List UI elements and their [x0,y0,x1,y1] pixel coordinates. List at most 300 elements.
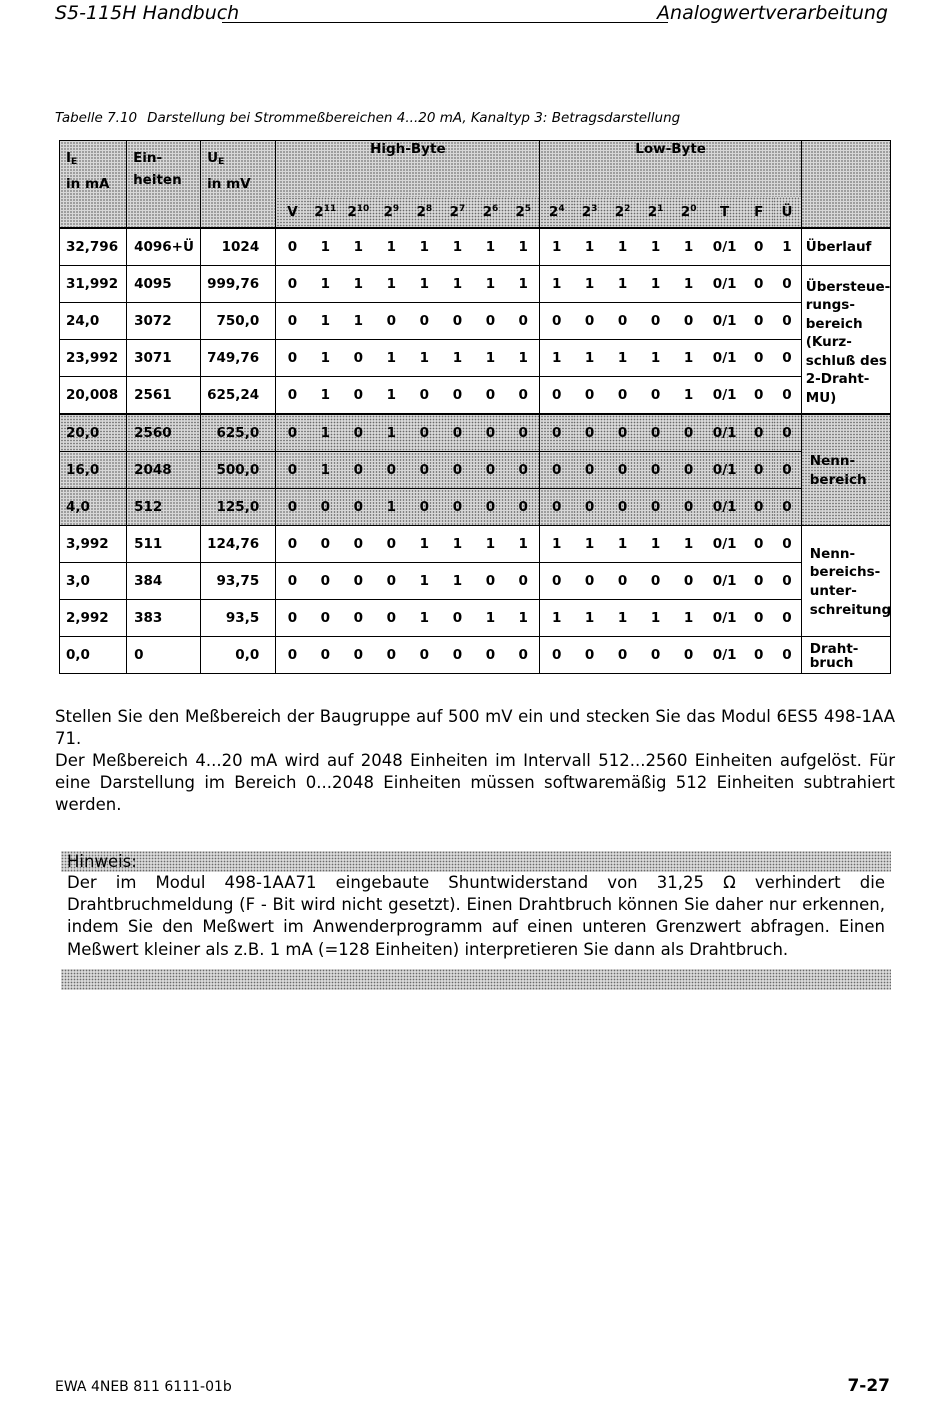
remark-line: Übersteue- [805,278,891,295]
cell-current: 0,0 [60,637,127,674]
table-row [60,303,891,340]
cell-bit: 1 [441,266,474,303]
cell-bit: 0 [744,452,773,489]
cell-bit: 1 [474,266,507,303]
cell-bit: 0 [309,600,342,637]
cell-bit: 1 [441,526,474,563]
table-row [60,600,891,637]
cell-voltage: 625,24 [201,377,276,415]
cell-units: 4096+Ü [127,228,201,266]
cell-bit: 1 [639,340,672,377]
cell-units: 3072 [127,303,201,340]
bit-header [639,197,672,228]
cell-bit: 0 [773,377,801,415]
table-row [60,563,891,600]
cell-bit: 0 [342,377,375,415]
remark-line: Draht- [809,641,859,657]
bit-header-base: F [754,204,764,220]
bit-header [705,197,744,228]
cell-bit: 0 [540,563,573,600]
cell-bit: 1 [507,228,540,266]
cell-bit: 1 [441,563,474,600]
bit-header [773,197,801,228]
note-text: Der im Modul 498-1AA71 eingebaute Shuntwiderstand von 31,25 Ω verhindert die Drahtbruchmeldung (F - Bit wird nicht gesetzt). Einen Drahtbruch können Sie daher nur erkennen, indem Sie den Meßwert im Anwenderprogramm auf einen unteren Grenzwert abfragen. Einen Meßwert kleiner als z.B. 1 mA (=128 Einheiten) interpretieren Sie dann als Drahtbruch. [67,873,885,959]
cell-bit: 0 [375,563,408,600]
cell-bit: 1 [672,266,705,303]
cell-bit: 1 [540,340,573,377]
cell-bit: 0/1 [705,452,744,489]
cell-bit: 0 [342,526,375,563]
cell-bit: 1 [375,489,408,526]
cell-bit: 0 [672,414,705,452]
cell-bit: 0 [573,637,606,674]
running-header-section: Analogwertverarbeitung [657,2,888,24]
cell-bit: 1 [573,600,606,637]
cell-bit: 0 [639,637,672,674]
paragraph-measuring-range: Stellen Sie den Meßbereich der Baugruppe auf 500 mV ein und stecken Sie das Modul 6ES5 498-1AA 71. [55,707,895,748]
remark-wirebreak [801,637,890,674]
cell-current: 2,992 [60,600,127,637]
cell-bit: 0 [342,600,375,637]
cell-bit: 1 [573,340,606,377]
cell-bit: 1 [606,340,639,377]
cell-bit: 0 [276,600,309,637]
bit-header-base: 2 [383,204,393,220]
cell-bit: 0 [276,526,309,563]
cell-current: 20,0 [60,414,127,452]
cell-bit: 0 [606,414,639,452]
note-header-bar [61,851,891,872]
cell-bit: 0 [507,637,540,674]
cell-bit: 0 [773,637,801,674]
bit-header [408,197,441,228]
table-row [60,377,891,415]
cell-bit: 0/1 [705,637,744,674]
cell-bit: 1 [606,600,639,637]
remark-line: schreitung [809,601,892,618]
cell-bit: 0/1 [705,414,744,452]
cell-bit: 0 [672,489,705,526]
header-voltage-symbol: U [207,150,219,166]
bit-header [507,197,540,228]
cell-bit: 1 [672,340,705,377]
bit-header-base: 2 [548,204,559,220]
remark-line: schluß des [805,352,887,369]
cell-bit: 1 [672,228,705,266]
header-units-line2: heiten [133,172,182,188]
table-row [60,414,891,452]
cell-bit: 0 [744,377,773,415]
cell-bit: 0 [441,303,474,340]
remark-line: bereichs- [809,564,881,581]
cell-bit: 1 [573,228,606,266]
remark-line: 2-Draht- [805,371,870,388]
cell-bit: 0 [276,340,309,377]
note-footer-bar [61,969,891,990]
cell-voltage: 750,0 [201,303,276,340]
cell-bit: 0 [773,526,801,563]
cell-bit: 0 [573,303,606,340]
cell-units: 383 [127,600,201,637]
cell-bit: 0 [573,377,606,415]
table-caption-number: Tabelle 7.10 [55,110,138,126]
cell-units: 2560 [127,414,201,452]
cell-bit: 0 [672,563,705,600]
remark-line: (Kurz- [805,334,852,351]
bit-header-exponent: 5 [524,204,532,214]
bit-header-exponent: 11 [323,204,337,214]
cell-bit: 0 [606,377,639,415]
cell-current: 3,992 [60,526,127,563]
cell-units: 4095 [127,266,201,303]
cell-bit: 0 [276,228,309,266]
cell-bit: 1 [375,414,408,452]
cell-bit: 1 [375,228,408,266]
cell-bit: 0/1 [705,340,744,377]
cell-bit: 0 [408,489,441,526]
cell-bit: 0 [773,414,801,452]
running-header-title: S5-115H Handbuch [55,2,240,24]
cell-bit: 0 [573,452,606,489]
cell-bit: 1 [474,340,507,377]
cell-voltage: 625,0 [201,414,276,452]
cell-bit: 0 [276,266,309,303]
cell-bit: 1 [606,266,639,303]
cell-bit: 0 [276,377,309,415]
cell-bit: 0 [773,600,801,637]
bit-header [441,197,474,228]
cell-bit: 0 [540,377,573,415]
table-row [60,228,891,266]
cell-current: 24,0 [60,303,127,340]
cell-bit: 0 [672,452,705,489]
remark-line: MU) [805,389,837,406]
cell-current: 3,0 [60,563,127,600]
remark-line: bereich [805,315,863,332]
cell-bit: 1 [309,266,342,303]
cell-bit: 0 [474,303,507,340]
bit-header-exponent: 10 [356,204,370,214]
cell-bit: 0 [773,340,801,377]
cell-bit: 1 [507,340,540,377]
remark-overrange [801,266,890,415]
cell-voltage: 1024 [201,228,276,266]
cell-bit: 0 [474,637,507,674]
cell-bit: 1 [441,228,474,266]
cell-voltage: 93,75 [201,563,276,600]
cell-bit: 1 [540,228,573,266]
cell-units: 384 [127,563,201,600]
cell-bit: 0 [573,489,606,526]
cell-units: 0 [127,637,201,674]
header-current-unit: in mA [66,176,110,192]
cell-bit: 0 [375,637,408,674]
remark-nominal [801,414,890,526]
bit-header-base: 2 [449,204,459,220]
cell-bit: 1 [507,600,540,637]
cell-bit: 1 [672,600,705,637]
table-caption-text: Darstellung bei Strommeßbereichen 4...20 mA, Kanaltyp 3: Betragsdarstellung [147,110,681,126]
cell-bit: 0 [639,452,672,489]
header-current-subscript: E [71,157,78,167]
bit-header-exponent: 3 [591,204,598,214]
cell-bit: 0 [744,266,773,303]
remark-overflow: Überlauf [801,228,890,266]
header-voltage-unit: in mV [207,176,251,192]
cell-bit: 0 [408,452,441,489]
cell-bit: 0 [375,303,408,340]
table-row [60,452,891,489]
bit-header-base: V [287,204,298,220]
bit-header-base: 2 [581,204,592,220]
cell-bit: 0/1 [705,266,744,303]
bit-header [606,197,639,228]
cell-bit: 1 [507,526,540,563]
cell-bit: 0 [744,489,773,526]
cell-bit: 1 [309,340,342,377]
cell-bit: 0 [441,489,474,526]
header-rule [222,22,668,23]
cell-current: 23,992 [60,340,127,377]
bit-header-exponent: 4 [558,204,565,214]
cell-bit: 0 [540,414,573,452]
cell-bit: 0 [540,489,573,526]
bit-header-exponent: 6 [491,204,499,214]
cell-bit: 0/1 [705,563,744,600]
header-voltage [201,141,276,229]
cell-bit: 1 [474,526,507,563]
cell-bit: 1 [375,266,408,303]
cell-bit: 0 [342,340,375,377]
cell-bit: 0 [773,303,801,340]
table-caption [55,110,680,126]
cell-current: 16,0 [60,452,127,489]
cell-bit: 1 [309,228,342,266]
bit-header-exponent: 8 [425,204,433,214]
cell-voltage: 749,76 [201,340,276,377]
bit-header [540,197,573,228]
page-number: 7-27 [847,1376,890,1396]
table-row [60,266,891,303]
cell-bit: 1 [773,228,801,266]
cell-bit: 0 [540,303,573,340]
cell-bit: 0 [342,489,375,526]
cell-bit: 0 [474,489,507,526]
cell-bit: 1 [639,600,672,637]
bit-header [276,197,309,228]
cell-bit: 0 [342,563,375,600]
bit-header-base: 2 [515,204,525,220]
cell-bit: 0 [309,563,342,600]
bit-header [375,197,408,228]
cell-bit: 1 [408,600,441,637]
bit-header-exponent: 1 [657,204,664,214]
cell-bit: 1 [606,228,639,266]
cell-bit: 0 [744,526,773,563]
cell-bit: 0 [744,303,773,340]
cell-bit: 0 [606,303,639,340]
cell-bit: 0 [408,414,441,452]
bit-header [744,197,773,228]
table-row [60,637,891,674]
remark-line: Nenn- [809,453,856,470]
bit-header-base: Ü [781,204,793,220]
cell-bit: 0 [507,377,540,415]
cell-bit: 0 [773,489,801,526]
remark-line: bruch [809,655,854,671]
cell-bit: 0 [744,600,773,637]
cell-bit: 0/1 [705,489,744,526]
cell-bit: 1 [309,414,342,452]
cell-bit: 0 [441,377,474,415]
cell-bit: 0 [507,563,540,600]
cell-bit: 0 [474,452,507,489]
cell-bit: 1 [474,228,507,266]
cell-bit: 0 [639,303,672,340]
cell-bit: 0 [309,637,342,674]
cell-bit: 1 [540,600,573,637]
cell-bit: 0 [309,489,342,526]
bit-header-exponent: 2 [624,204,631,214]
cell-bit: 0 [375,526,408,563]
cell-bit: 1 [342,266,375,303]
table-row [60,526,891,563]
table-row [60,489,891,526]
cell-bit: 0 [441,452,474,489]
cell-bit: 1 [507,266,540,303]
cell-bit: 0 [276,489,309,526]
cell-bit: 0 [639,489,672,526]
remark-line: bereich [809,472,867,488]
bit-header [672,197,705,228]
cell-bit: 0 [744,414,773,452]
cell-voltage: 0,0 [201,637,276,674]
cell-bit: 1 [606,526,639,563]
header-current [60,141,127,229]
bit-header-base: 2 [614,204,625,220]
bit-header-base: 2 [482,204,492,220]
cell-bit: 0 [276,452,309,489]
cell-units: 2048 [127,452,201,489]
cell-bit: 0 [309,526,342,563]
cell-bit: 1 [375,340,408,377]
bit-header-base: 2 [314,204,324,220]
bit-header [573,197,606,228]
cell-bit: 1 [672,526,705,563]
paragraph-resolution: Der Meßbereich 4...20 mA wird auf 2048 Einheiten im Intervall 512...2560 Einheiten aufgelöst. Für eine Darstellung im Bereich 0...2048 Einheiten müssen softwaremäßig 512 Einheiten subtrahiert werden. [55,751,895,814]
cell-bit: 0/1 [705,600,744,637]
cell-bit: 0 [606,637,639,674]
cell-voltage: 124,76 [201,526,276,563]
bit-header-exponent: 0 [690,204,697,214]
cell-bit: 0 [375,452,408,489]
cell-bit: 0 [744,228,773,266]
cell-bit: 0 [474,377,507,415]
cell-bit: 0 [507,489,540,526]
header-voltage-subscript: E [218,157,225,167]
cell-bit: 0 [773,563,801,600]
cell-bit: 0 [606,489,639,526]
note-title: Hinweis: [67,852,137,871]
bit-header-base: 2 [647,204,658,220]
cell-bit: 1 [474,600,507,637]
header-low-byte: Low-Byte [540,141,801,198]
cell-bit: 1 [408,266,441,303]
cell-bit: 0 [507,452,540,489]
header-high-byte: High-Byte [276,141,540,198]
bit-header-exponent: 7 [458,204,466,214]
cell-bit: 0 [773,266,801,303]
cell-bit: 0 [342,414,375,452]
cell-bit: 0 [276,637,309,674]
cell-bit: 0 [408,377,441,415]
remark-underrange [801,526,890,637]
cell-current: 32,796 [60,228,127,266]
bit-header-base: 2 [416,204,426,220]
cell-bit: 0 [573,414,606,452]
cell-bit: 1 [342,228,375,266]
cell-voltage: 93,5 [201,600,276,637]
remark-line: unter- [809,583,857,599]
cell-bit: 1 [408,340,441,377]
cell-units: 3071 [127,340,201,377]
cell-bit: 0 [441,414,474,452]
cell-bit: 1 [540,266,573,303]
cell-bit: 0 [672,637,705,674]
cell-bit: 1 [408,228,441,266]
cell-bit: 0 [540,637,573,674]
remark-line: Nenn- [809,545,856,562]
header-current-symbol: I [66,150,72,166]
cell-bit: 0 [540,452,573,489]
header-remark [801,141,890,229]
bit-header-exponent: 9 [392,204,400,214]
cell-bit: 1 [375,377,408,415]
cell-bit: 0 [573,563,606,600]
cell-bit: 1 [342,303,375,340]
header-units [127,141,201,229]
cell-bit: 0 [639,414,672,452]
cell-bit: 1 [408,563,441,600]
cell-current: 31,992 [60,266,127,303]
cell-bit: 0 [342,637,375,674]
cell-bit: 0 [639,377,672,415]
cell-bit: 0 [744,563,773,600]
cell-units: 512 [127,489,201,526]
value-table [59,140,891,674]
remark-line: rungs- [805,297,855,314]
cell-voltage: 500,0 [201,452,276,489]
bit-header [309,197,342,228]
cell-bit: 0 [408,637,441,674]
table-row [60,340,891,377]
bit-header-base: 2 [347,204,357,220]
cell-bit: 0 [276,414,309,452]
cell-bit: 0 [441,637,474,674]
cell-bit: 0 [375,600,408,637]
cell-bit: 0 [474,414,507,452]
cell-bit: 1 [309,303,342,340]
cell-bit: 0 [744,340,773,377]
cell-bit: 0/1 [705,377,744,415]
cell-bit: 0 [276,563,309,600]
cell-current: 4,0 [60,489,127,526]
cell-bit: 0 [408,303,441,340]
cell-bit: 0 [441,600,474,637]
cell-bit: 0 [276,303,309,340]
cell-bit: 1 [573,266,606,303]
cell-voltage: 125,0 [201,489,276,526]
